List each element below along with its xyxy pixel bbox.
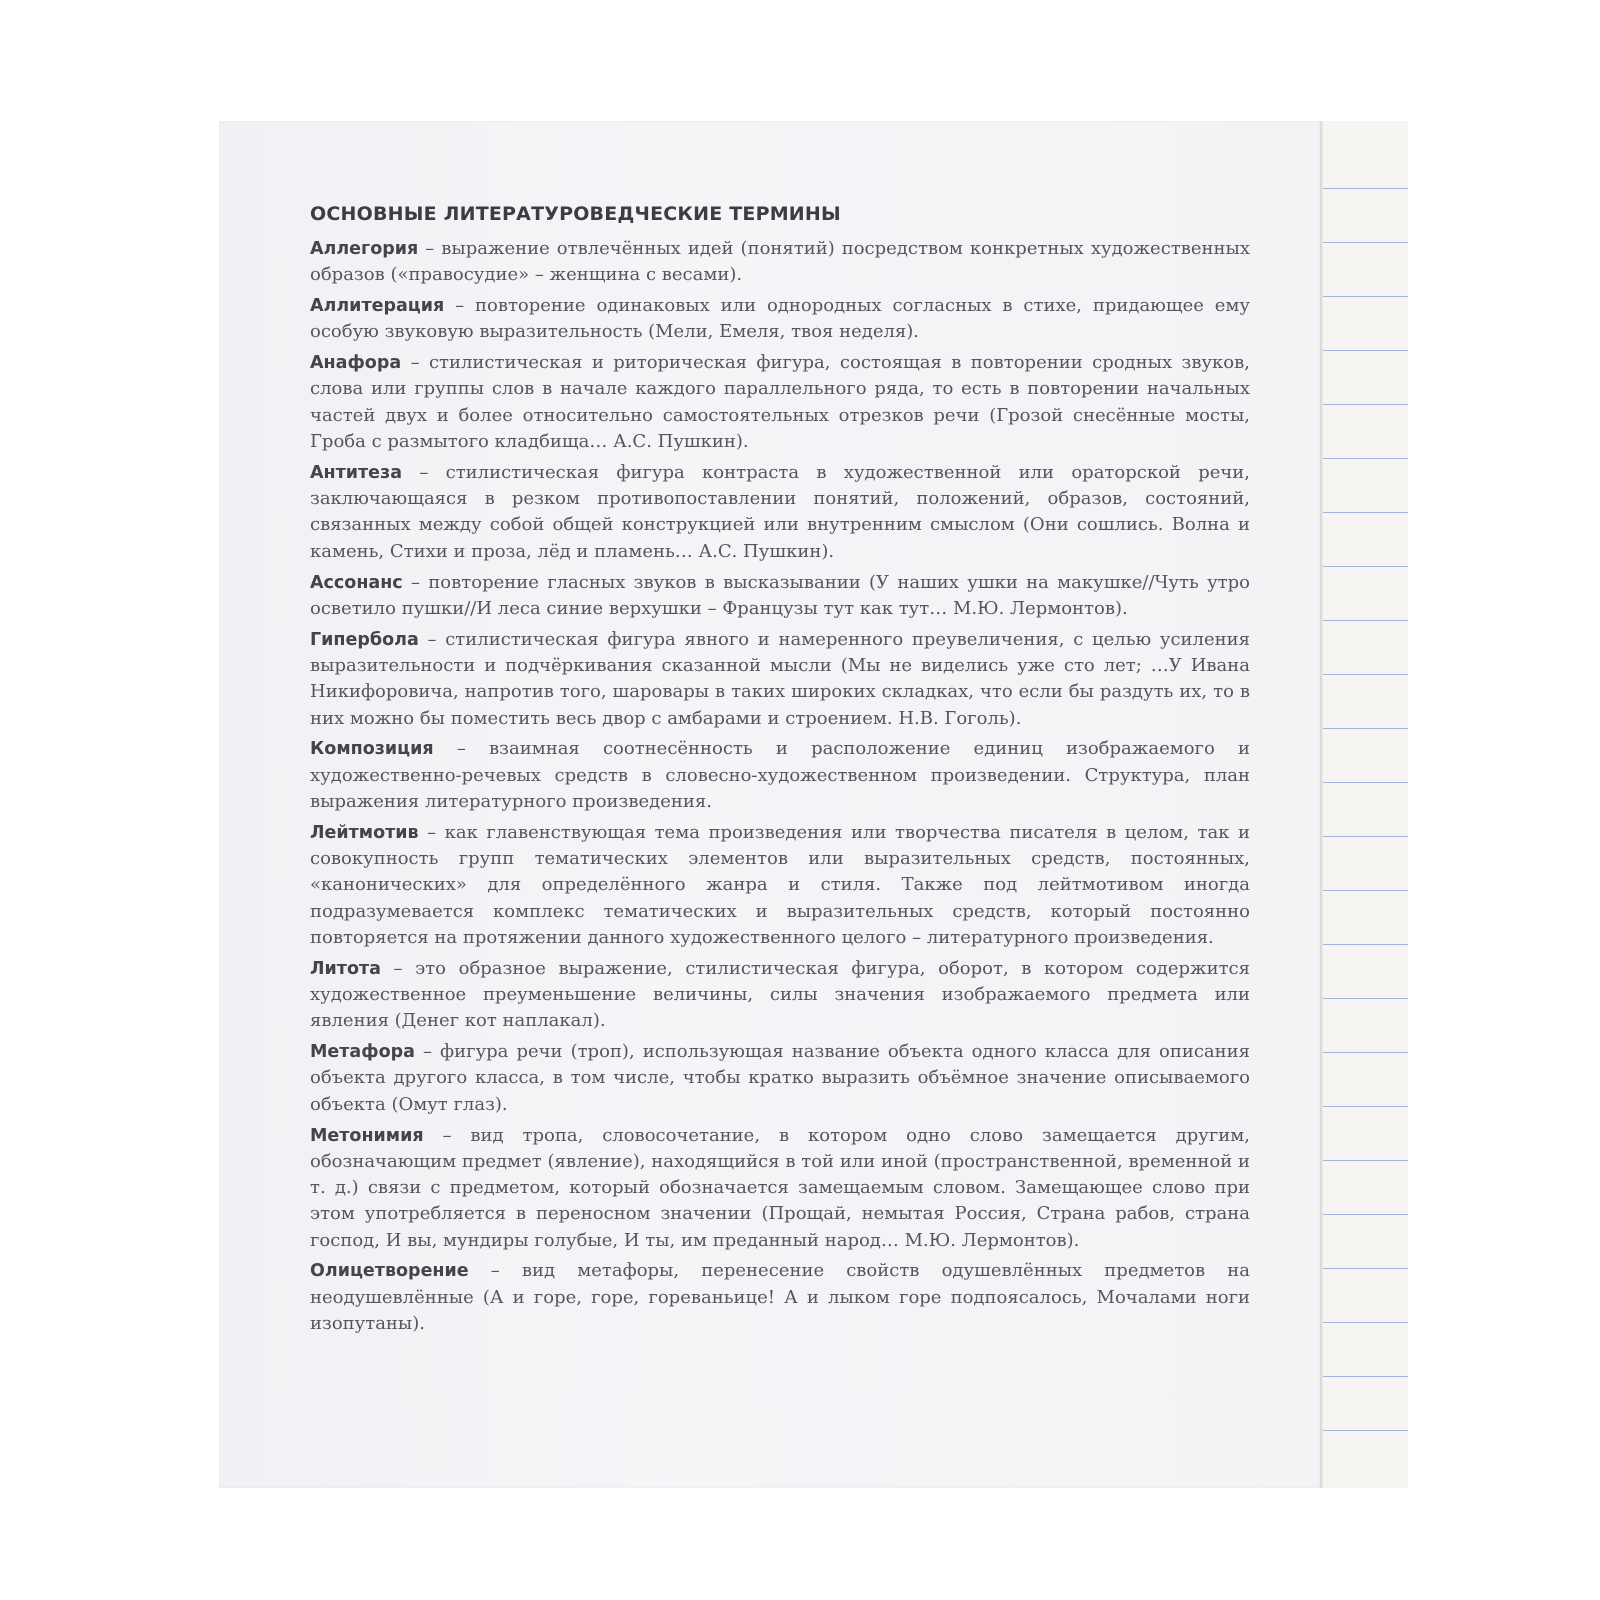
term-definition: – это образное выражение, стилистическая фигура, оборот, в котором содержится художественное преуменьшение величины, силы значения изображаемого предмета или явления (Денег кот наплакал). <box>310 957 1250 1032</box>
ruled-line <box>1323 674 1408 675</box>
term-name: Олицетворение <box>310 1261 469 1282</box>
term-name: Композиция <box>310 739 434 760</box>
term-name: Ассонанс <box>310 572 403 593</box>
page-title: ОСНОВНЫЕ ЛИТЕРАТУРОВЕДЧЕСКИЕ ТЕРМИНЫ <box>310 203 841 225</box>
term-definition: – как главенствующая тема произведения или творчества писателя в целом, так и совокупность групп тематических элементов или выразительных средств, постоянных, «канонических» для определённого жанра и стиля. Также под лейтмотивом иногда подразумевается комплекс тематических и выразительных средств, который постоянно повторяется на протяжении данного художественного целого – литературного произведения. <box>310 821 1250 948</box>
ruled-line <box>1323 512 1408 513</box>
term-entry <box>310 1258 1250 1337</box>
term-entry <box>310 293 1250 346</box>
term-name: Лейтмотив <box>310 822 419 843</box>
term-definition: – вид тропа, словосочетание, в котором одно слово замещается другим, обозначающим предмет (явление), находящийся в той или иной (пространственной, временной и т. д.) связи с предметом, который обозначается замещаемым словом. Замещающее слово при этом употребляется в переносном значении (Прощай, немытая Россия, Страна рабов, страна господ, И вы, мундиры голубые, И ты, им преданный народ… М.Ю. Лермонтов). <box>310 1124 1250 1251</box>
term-entry <box>310 627 1250 732</box>
ruled-line <box>1323 242 1408 243</box>
ruled-line <box>1323 1322 1408 1323</box>
term-name: Метонимия <box>310 1125 424 1146</box>
ruled-line <box>1323 350 1408 351</box>
term-entry <box>310 956 1250 1035</box>
term-definition: – повторение гласных звуков в высказывании (У наших ушки на макушке//Чуть утро осветило пушки//И леса синие верхушки – Французы тут как тут… М.Ю. Лермонтов). <box>310 571 1250 619</box>
term-definition: – выражение отвлечённых идей (понятий) посредством конкретных художественных образов («правосудие» – женщина с весами). <box>310 238 1250 286</box>
ruled-line <box>1323 1376 1408 1377</box>
term-entry <box>310 820 1250 951</box>
term-name: Анафора <box>310 353 402 374</box>
ruled-line <box>1323 566 1408 567</box>
ruled-line <box>1323 1160 1408 1161</box>
term-definition: – взаимная соотнесённость и расположение единиц изображаемого и художественно-речевых средств в словесно-художественном произведении. Структура, план выражения литературного произведения. <box>310 738 1250 812</box>
term-name: Метафора <box>310 1042 415 1063</box>
term-name: Гипербола <box>310 629 419 650</box>
ruled-line <box>1323 296 1408 297</box>
term-entry <box>310 736 1250 815</box>
term-name: Антитеза <box>310 462 403 483</box>
ruled-line <box>1323 404 1408 405</box>
ruled-line <box>1323 188 1408 189</box>
term-entry <box>310 1039 1250 1118</box>
ruled-line <box>1323 890 1408 891</box>
right-lined-page <box>1323 121 1408 1488</box>
term-definition: – стилистическая фигура контраста в художественной или ораторской речи, заключающаяся в резком противопоставлении понятий, положений, образов, состояний, связанных между собой общей конструкцией или внутренним смыслом (Они сошлись. Волна и камень, Стихи и проза, лёд и пламень… А.С. Пушкин). <box>310 461 1250 562</box>
term-name: Аллегория <box>310 239 419 259</box>
term-definition: – повторение одинаковых или однородных согласных в стихе, придающее ему особую звуковую выразительность (Мели, Емеля, твоя неделя). <box>310 295 1250 343</box>
ruled-line <box>1323 998 1408 999</box>
ruled-line <box>1323 836 1408 837</box>
term-definition: – стилистическая и риторическая фигура, состоящая в повторении сродных звуков, слова или группы слов в начале каждого параллельного ряда, то есть в повторении начальных частей двух и более относительно самостоятельных отрезков речи (Грозой снесённые мосты, Гроба с размытого кладбища… А.С. Пушкин). <box>310 352 1250 453</box>
ruled-line <box>1323 1430 1408 1431</box>
ruled-line <box>1323 620 1408 621</box>
term-definition: – фигура речи (троп), использующая название объекта одного класса для описания объекта другого класса, в том числе, чтобы кратко выразить объёмное значение описываемого объекта (Омут глаз). <box>310 1041 1250 1115</box>
ruled-line <box>1323 1106 1408 1107</box>
term-definition: – вид метафоры, перенесение свойств одушевлённых предметов на неодушевлённые (А и горе, горе, гореваньице! А и лыком горе подпоясалось, Мочалами ноги изопутаны). <box>310 1260 1250 1335</box>
term-entry <box>310 570 1250 623</box>
ruled-line <box>1323 1052 1408 1053</box>
ruled-line <box>1323 782 1408 783</box>
ruled-line <box>1323 458 1408 459</box>
term-entry <box>310 236 1250 289</box>
ruled-line <box>1323 1214 1408 1215</box>
term-name: Аллитерация <box>310 296 445 317</box>
term-definition: – стилистическая фигура явного и намеренного преувеличения, с целью усиления выразительности и подчёркивания сказанной мысли (Мы не виделись уже сто лет; …У Ивана Никифоровича, напротив того, шаровары в таких широких складках, что если бы раздуть их, то в них можно бы поместить весь двор с амбарами и строением. Н.В. Гоголь). <box>310 628 1250 729</box>
term-entry <box>310 1123 1250 1254</box>
terms-content <box>310 200 1250 1342</box>
ruled-line <box>1323 1268 1408 1269</box>
term-entry <box>310 350 1250 455</box>
term-name: Литота <box>310 958 381 979</box>
term-entry <box>310 460 1250 565</box>
ruled-line <box>1323 728 1408 729</box>
ruled-line <box>1323 944 1408 945</box>
